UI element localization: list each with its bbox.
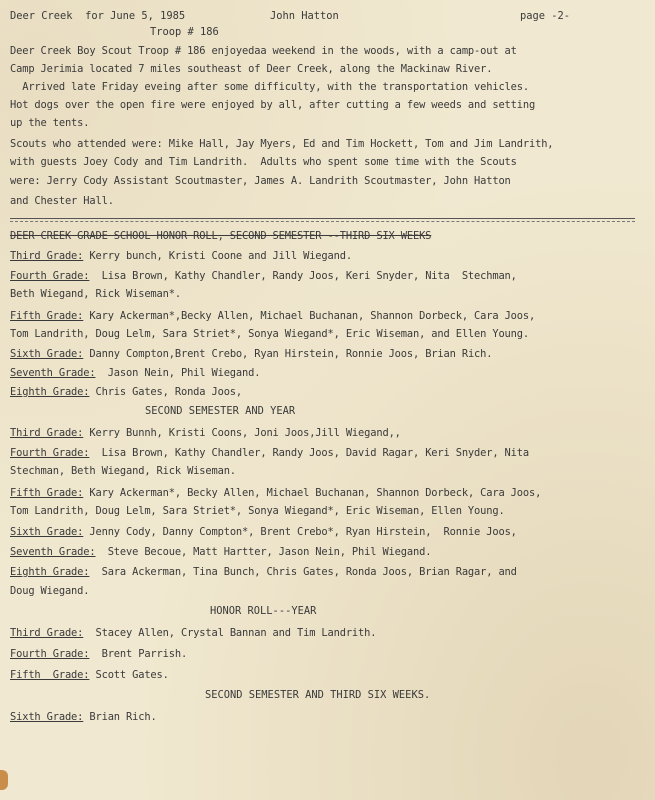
honor-roll-entry bbox=[10, 648, 187, 661]
honor-roll-entry bbox=[10, 669, 169, 682]
article-line: and Chester Hall. bbox=[10, 195, 114, 207]
student-names: Steve Becoue, Matt Hartter, Jason Nein, Phil Wiegand. bbox=[95, 546, 432, 558]
grade-label: Fifth Grade: bbox=[10, 310, 84, 322]
student-names: Brent Parrish. bbox=[89, 648, 188, 660]
grade-label: Fourth Grade: bbox=[10, 447, 90, 459]
student-names: Chris Gates, Ronda Joos, bbox=[89, 386, 243, 398]
grade-label: Sixth Grade: bbox=[10, 526, 84, 538]
honor-roll-entry bbox=[10, 566, 517, 579]
section-subtitle: SECOND SEMESTER AND YEAR bbox=[145, 405, 296, 417]
grade-label: Seventh Grade: bbox=[10, 367, 96, 379]
honor-roll-entry bbox=[10, 546, 431, 559]
student-names: Lisa Brown, Kathy Chandler, Randy Joos, David Ragar, Keri Snyder, Nita bbox=[89, 447, 529, 459]
student-names: Tom Landrith, Doug Lelm, Sara Striet*, Sonya Wiegand*, Eric Wiseman, and Ellen Young. bbox=[10, 328, 529, 340]
section-subtitle: SECOND SEMESTER AND THIRD SIX WEEKS. bbox=[205, 689, 431, 701]
student-names: Kerry bunch, Kristi Coone and Jill Wiegand. bbox=[83, 250, 352, 262]
honor-roll-entry bbox=[10, 386, 242, 399]
article-line: were: Jerry Cody Assistant Scoutmaster, James A. Landrith Scoutmaster, John Hatton bbox=[10, 175, 511, 187]
honor-roll-entry bbox=[10, 250, 352, 263]
honor-roll-entry bbox=[10, 367, 260, 380]
grade-label: Seventh Grade: bbox=[10, 546, 96, 558]
student-names: Tom Landrith, Doug Lelm, Sara Striet*, Sonya Wiegand*, Eric Wiseman, Ellen Young. bbox=[10, 505, 505, 517]
student-names: Jenny Cody, Danny Compton*, Brent Crebo*, Ryan Hirstein, Ronnie Joos, bbox=[83, 526, 517, 538]
student-names: Stechman, Beth Wiegand, Rick Wiseman. bbox=[10, 465, 236, 477]
student-names: Brian Rich. bbox=[83, 711, 157, 723]
student-names: Sara Ackerman, Tina Bunch, Chris Gates, Ronda Joos, Brian Ragar, and bbox=[89, 566, 517, 578]
student-names: Kary Ackerman*,Becky Allen, Michael Buchanan, Shannon Dorbeck, Cara Joos, bbox=[83, 310, 536, 322]
grade-label: Fifth Grade: bbox=[10, 487, 84, 499]
student-names: Beth Wiegand, Rick Wiseman*. bbox=[10, 288, 181, 300]
student-names: Jason Nein, Phil Wiegand. bbox=[95, 367, 261, 379]
header-troop: Troop # 186 bbox=[150, 26, 219, 38]
grade-label: Sixth Grade: bbox=[10, 348, 84, 360]
honor-roll-entry bbox=[10, 348, 492, 361]
honor-roll-entry bbox=[10, 447, 529, 460]
header-dateline: Deer Creek for June 5, 1985 bbox=[10, 10, 186, 22]
student-names: Scott Gates. bbox=[89, 669, 169, 681]
header-page-number: page -2- bbox=[520, 10, 571, 22]
honor-roll-entry bbox=[10, 465, 236, 478]
honor-roll-entry bbox=[10, 505, 505, 518]
student-names: Doug Wiegand. bbox=[10, 585, 90, 597]
article-line: Deer Creek Boy Scout Troop # 186 enjoyedaa weekend in the woods, with a camp-out at bbox=[10, 45, 517, 57]
honor-roll-entry bbox=[10, 288, 181, 301]
article-line: with guests Joey Cody and Tim Landrith. Adults who spent some time with the Scouts bbox=[10, 156, 517, 168]
header-author: John Hatton bbox=[270, 10, 339, 22]
article-line: Camp Jerimia located 7 miles southeast of Deer Creek, along the Mackinaw River. bbox=[10, 63, 493, 75]
honor-roll-entry bbox=[10, 711, 157, 724]
grade-label: Sixth Grade: bbox=[10, 711, 84, 723]
student-names: Kary Ackerman*, Becky Allen, Michael Buchanan, Shannon Dorbeck, Cara Joos, bbox=[83, 487, 542, 499]
honor-roll-entry bbox=[10, 526, 517, 539]
grade-label: Third Grade: bbox=[10, 250, 84, 262]
honor-roll-entry bbox=[10, 310, 535, 323]
honor-roll-entry bbox=[10, 328, 529, 341]
honor-roll-entry bbox=[10, 627, 376, 640]
article-line: Arrived late Friday eveing after some difficulty, with the transportation vehicles. bbox=[10, 81, 529, 93]
grade-label: Eighth Grade: bbox=[10, 386, 90, 398]
grade-label: Fifth Grade: bbox=[10, 669, 90, 681]
paper-stain bbox=[0, 770, 8, 790]
section-subtitle: HONOR ROLL---YEAR bbox=[210, 605, 317, 617]
honor-roll-entry bbox=[10, 270, 517, 283]
section-divider bbox=[10, 218, 635, 219]
honor-roll-entry bbox=[10, 487, 541, 500]
article-line: up the tents. bbox=[10, 117, 90, 129]
grade-label: Fourth Grade: bbox=[10, 270, 90, 282]
student-names: Danny Compton,Brent Crebo, Ryan Hirstein, Ronnie Joos, Brian Rich. bbox=[83, 348, 493, 360]
grade-label: Fourth Grade: bbox=[10, 648, 90, 660]
section-divider bbox=[10, 221, 635, 222]
student-names: Lisa Brown, Kathy Chandler, Randy Joos, Keri Snyder, Nita Stechman, bbox=[89, 270, 517, 282]
honor-roll-entry bbox=[10, 427, 401, 440]
student-names: Kerry Bunnh, Kristi Coons, Joni Joos,Jill Wiegand,, bbox=[83, 427, 401, 439]
article-line: Hot dogs over the open fire were enjoyed by all, after cutting a few weeds and setting bbox=[10, 99, 536, 111]
honor-roll-entry bbox=[10, 585, 89, 598]
grade-label: Eighth Grade: bbox=[10, 566, 90, 578]
grade-label: Third Grade: bbox=[10, 627, 84, 639]
grade-label: Third Grade: bbox=[10, 427, 84, 439]
honor-roll-title: DEER CREEK GRADE SCHOOL HONOR ROLL, SECOND SEMESTER --THIRD SIX WEEKS bbox=[10, 230, 432, 242]
student-names: Stacey Allen, Crystal Bannan and Tim Landrith. bbox=[83, 627, 377, 639]
article-line: Scouts who attended were: Mike Hall, Jay Myers, Ed and Tim Hockett, Tom and Jim Landrith, bbox=[10, 138, 554, 150]
